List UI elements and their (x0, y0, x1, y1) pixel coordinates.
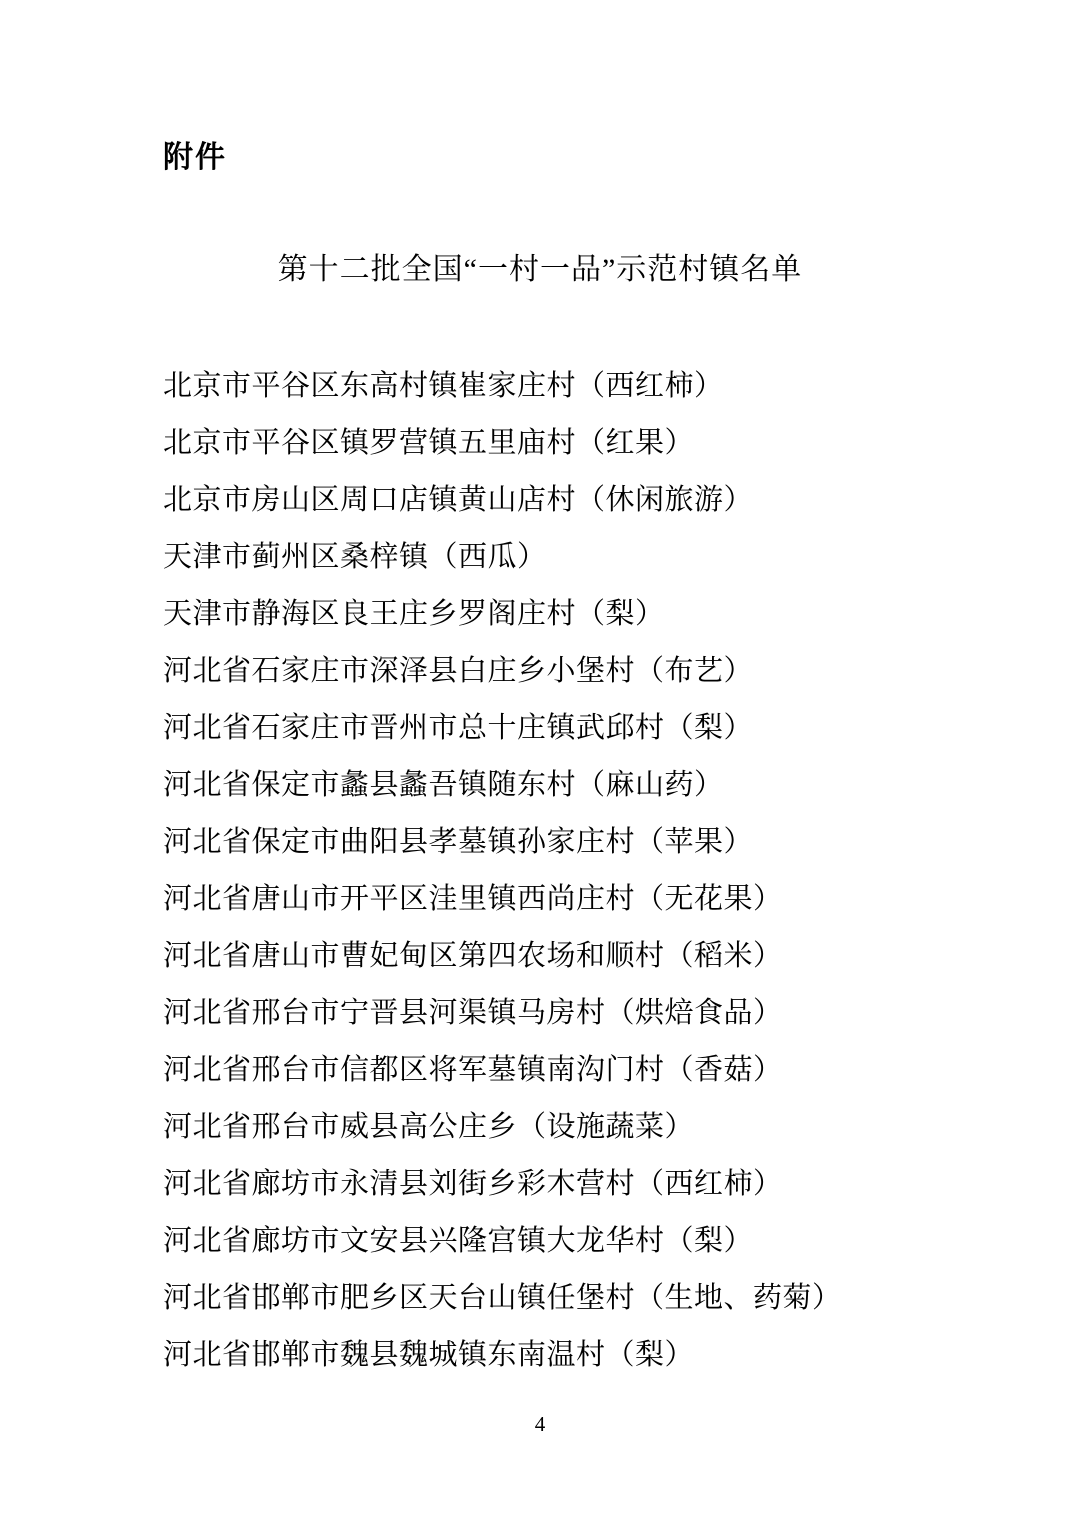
village-list-item: 河北省邢台市威县高公庄乡（设施蔬菜） (163, 1111, 695, 1143)
village-list-item: 北京市房山区周口店镇黄山店村（休闲旅游） (163, 484, 754, 516)
village-list-item: 天津市静海区良王庄乡罗阁庄村（梨） (163, 598, 665, 630)
village-list-item: 河北省唐山市开平区洼里镇西尚庄村（无花果） (163, 883, 783, 915)
village-list-item: 北京市平谷区东高村镇崔家庄村（西红柿） (163, 370, 724, 402)
village-list-item: 河北省石家庄市晋州市总十庄镇武邱村（梨） (163, 712, 754, 744)
village-list-item: 河北省保定市蠡县蠡吾镇随东村（麻山药） (163, 769, 724, 801)
village-list-item: 北京市平谷区镇罗营镇五里庙村（红果） (163, 427, 695, 459)
document-title: 第十二批全国“一村一品”示范村镇名单 (277, 253, 803, 286)
village-list-item: 河北省邯郸市肥乡区天台山镇任堡村（生地、药菊） (163, 1282, 842, 1314)
village-list-item: 河北省邢台市信都区将军墓镇南沟门村（香菇） (163, 1054, 783, 1086)
village-list (163, 358, 1020, 1384)
village-list-item: 河北省保定市曲阳县孝墓镇孙家庄村（苹果） (163, 826, 754, 858)
village-list-item: 河北省唐山市曹妃甸区第四农场和顺村（稻米） (163, 940, 783, 972)
village-list-item: 河北省廊坊市永清县刘街乡彩木营村（西红柿） (163, 1168, 783, 1200)
attachment-label: 附件 (163, 141, 227, 174)
village-list-item: 天津市蓟州区桑梓镇（西瓜） (163, 541, 547, 573)
village-list-item: 河北省廊坊市文安县兴隆宫镇大龙华村（梨） (163, 1225, 754, 1257)
village-list-item: 河北省邯郸市魏县魏城镇东南温村（梨） (163, 1339, 695, 1371)
village-list-item: 河北省邢台市宁晋县河渠镇马房村（烘焙食品） (163, 997, 783, 1029)
page-number: 4 (534, 1412, 546, 1436)
village-list-item: 河北省石家庄市深泽县白庄乡小堡村（布艺） (163, 655, 754, 687)
